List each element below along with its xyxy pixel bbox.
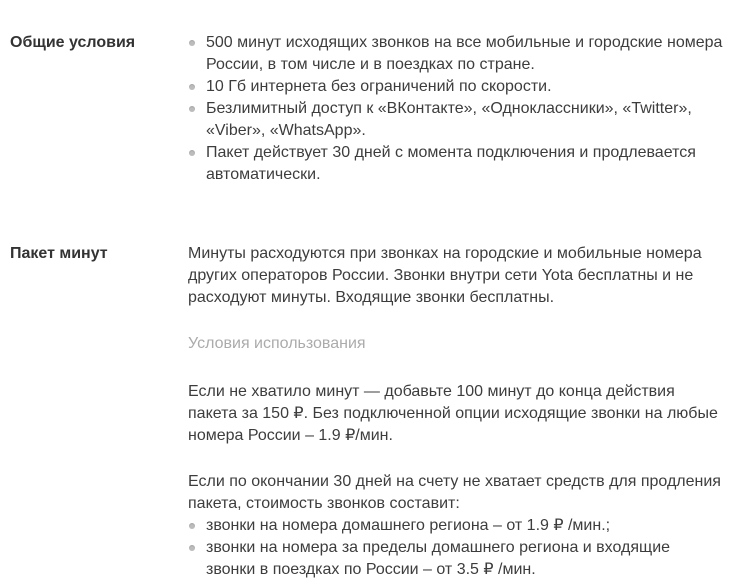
list-item-text: 500 минут исходящих звонков на все мобильные и городские номера России, в том числе и в поездках по стране. (206, 34, 723, 73)
list-item-text: Безлимитный доступ к «ВКонтакте», «Одноклассники», «Twitter», «Viber», «WhatsApp». (206, 100, 692, 139)
bullet-icon (189, 40, 195, 46)
renewal-intro-paragraph: Если по окончании 30 дней на счету не хватает средств для продления пакета, стоимость звонков составит: (188, 473, 721, 512)
bullet-icon (189, 150, 195, 156)
general-conditions-list (188, 32, 723, 186)
list-item-text: звонки на номера за пределы домашнего региона и входящие звонки в поездках по России – от 3.5 ₽ /мин. (206, 539, 671, 578)
list-item (188, 98, 723, 142)
section-heading-general: Общие условия (10, 34, 136, 51)
general-conditions-label-column (0, 32, 188, 54)
list-item-text: Пакет действует 30 дней с момента подключения и продлевается автоматически. (206, 144, 696, 183)
section-general-conditions (0, 32, 743, 186)
list-item (188, 537, 723, 581)
list-item (188, 76, 723, 98)
minutes-usage-paragraph: Минуты расходуются при звонках на городские и мобильные номера других операторов России. Звонки внутри сети Yota бесплатны и не расходуют минуты. Входящие звонки бесплатны. (188, 245, 702, 306)
bullet-icon (189, 545, 195, 551)
bullet-icon (189, 106, 195, 112)
bullet-icon (189, 84, 195, 90)
general-conditions-content-column (188, 32, 723, 186)
bullet-icon (189, 523, 195, 529)
usage-terms-subtitle: Условия использования (188, 335, 366, 352)
list-item (188, 32, 723, 76)
list-item (188, 142, 723, 186)
section-minutes-package (0, 243, 743, 581)
list-item-text: звонки на номера домашнего региона – от 1.9 ₽ /мин.; (206, 517, 611, 534)
add-minutes-paragraph: Если не хватило минут — добавьте 100 минут до конца действия пакета за 150 ₽. Без подключенной опции исходящие звонки на любые номера России – 1.9 ₽/мин. (188, 383, 718, 444)
list-item (188, 515, 723, 537)
list-item-text: 10 Гб интернета без ограничений по скорости. (206, 78, 552, 95)
renewal-prices-list (188, 515, 723, 581)
minutes-package-label-column (0, 243, 188, 265)
minutes-package-content-column (188, 243, 723, 581)
section-heading-minutes: Пакет минут (10, 245, 108, 262)
